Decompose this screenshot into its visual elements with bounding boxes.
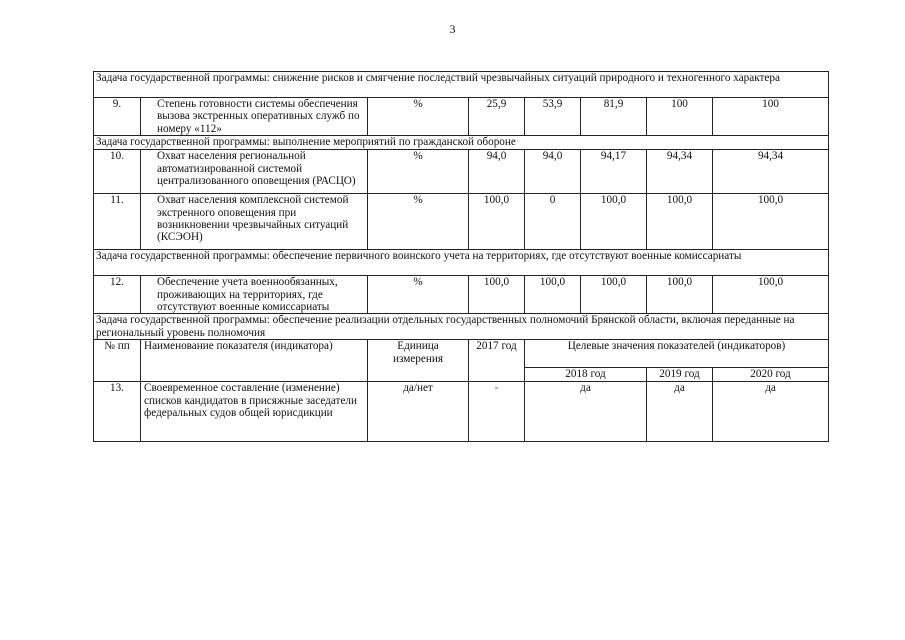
value-cell: 100,0 xyxy=(581,276,647,314)
indicator-name: Степень готовности системы обеспечения вызова экстренных оперативных служб по номеру «112» xyxy=(141,98,368,136)
table-row xyxy=(94,194,829,250)
value-cell: 100,0 xyxy=(581,194,647,250)
task-row xyxy=(94,250,829,276)
value-cell: 25,9 xyxy=(469,98,525,136)
unit-cell: да/нет xyxy=(368,382,469,442)
value-cell: 94,17 xyxy=(581,150,647,194)
header-2017: 2017 год xyxy=(469,340,525,382)
header-num: № пп xyxy=(94,340,141,382)
indicator-name: Обеспечение учета военнообязанных, проживающих на территориях, где отсутствуют военные комиссариаты xyxy=(141,276,368,314)
value-cell: 100,0 xyxy=(469,194,525,250)
indicator-name: Охват населения комплексной системой экстренного оповещения при возникновении чрезвычайных ситуаций (КСЭОН) xyxy=(141,194,368,250)
task-text: Задача государственной программы: обеспечение первичного воинского учета на территориях, где отсутствуют военные комиссариаты xyxy=(94,250,829,276)
task-row xyxy=(94,72,829,98)
header-row xyxy=(94,340,829,368)
value-cell: 94,0 xyxy=(525,150,581,194)
value-cell: 100,0 xyxy=(525,276,581,314)
value-cell: да xyxy=(525,382,647,442)
value-cell: 100,0 xyxy=(647,276,713,314)
value-cell: 100 xyxy=(713,98,829,136)
header-unit: Единица измерения xyxy=(368,340,469,382)
header-2020: 2020 год xyxy=(713,368,829,382)
table-row xyxy=(94,150,829,194)
task-row xyxy=(94,136,829,150)
value-cell: да xyxy=(713,382,829,442)
value-cell: да xyxy=(647,382,713,442)
value-cell: 100 xyxy=(647,98,713,136)
header-name: Наименование показателя (индикатора) xyxy=(141,340,368,382)
value-cell: 100,0 xyxy=(647,194,713,250)
value-cell: 100,0 xyxy=(713,194,829,250)
value-cell: 94,34 xyxy=(647,150,713,194)
indicator-name: Охват населения региональной автоматизированной системой централизованного оповещения (РАСЦО) xyxy=(141,150,368,194)
unit-cell: % xyxy=(368,276,469,314)
header-2019: 2019 год xyxy=(647,368,713,382)
indicators-table xyxy=(93,71,829,442)
row-number: 9. xyxy=(94,98,141,136)
value-cell: - xyxy=(469,382,525,442)
value-cell: 94,0 xyxy=(469,150,525,194)
indicator-name: Своевременное составление (изменение) списков кандидатов в присяжные заседатели федеральных судов общей юрисдикции xyxy=(141,382,368,442)
value-cell: 100,0 xyxy=(713,276,829,314)
table-row xyxy=(94,276,829,314)
value-cell: 81,9 xyxy=(581,98,647,136)
row-number: 13. xyxy=(94,382,141,442)
row-number: 10. xyxy=(94,150,141,194)
task-row xyxy=(94,314,829,340)
table-row xyxy=(94,98,829,136)
row-number: 12. xyxy=(94,276,141,314)
page-number: 3 xyxy=(449,22,456,36)
task-text: Задача государственной программы: выполнение мероприятий по гражданской обороне xyxy=(94,136,829,150)
task-text: Задача государственной программы: снижение рисков и смягчение последствий чрезвычайных ситуаций природного и техногенного характера xyxy=(94,72,829,98)
value-cell: 100,0 xyxy=(469,276,525,314)
row-number: 11. xyxy=(94,194,141,250)
table-row xyxy=(94,382,829,442)
unit-cell: % xyxy=(368,194,469,250)
header-target-group: Целевые значения показателей (индикаторов) xyxy=(525,340,829,368)
value-cell: 94,34 xyxy=(713,150,829,194)
value-cell: 53,9 xyxy=(525,98,581,136)
unit-cell: % xyxy=(368,150,469,194)
header-2018: 2018 год xyxy=(525,368,647,382)
unit-cell: % xyxy=(368,98,469,136)
task-text: Задача государственной программы: обеспечение реализации отдельных государственных полномочий Брянской области, включая переданные на региональный уровень полномочия xyxy=(94,314,829,340)
value-cell: 0 xyxy=(525,194,581,250)
